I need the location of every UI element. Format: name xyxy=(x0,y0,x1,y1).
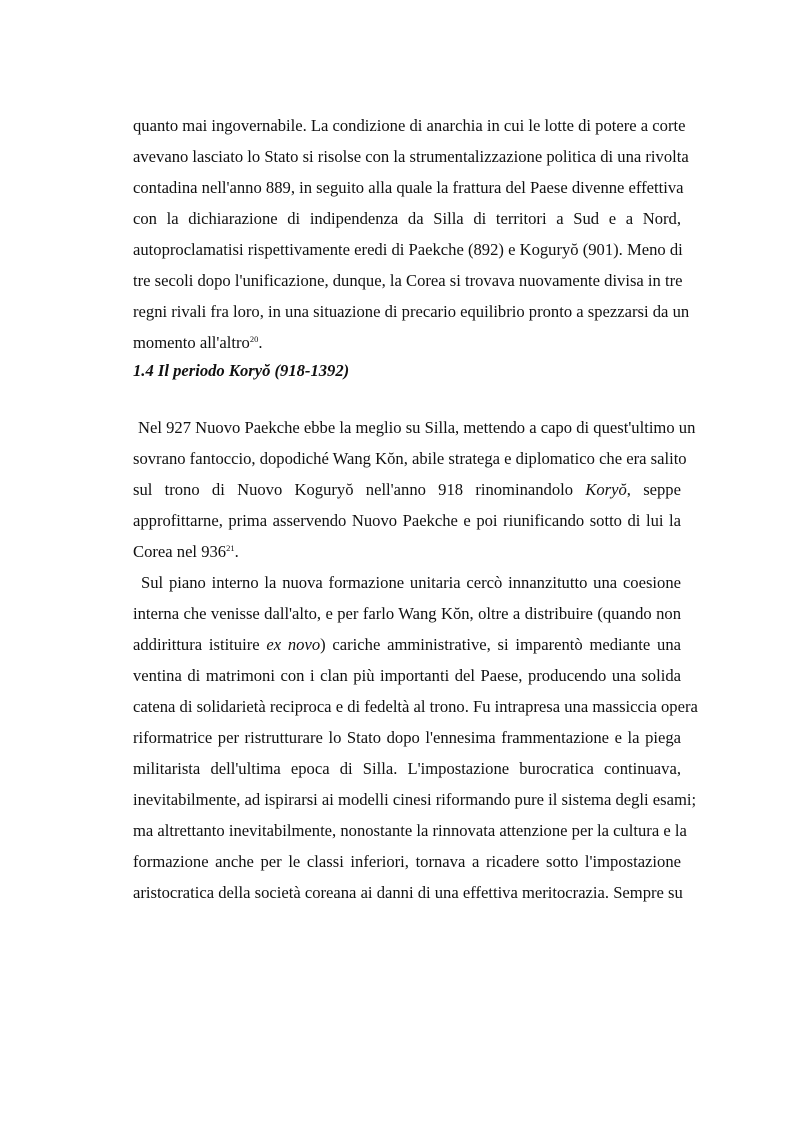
body-text-line xyxy=(133,635,681,655)
body-text-line xyxy=(133,333,681,355)
body-text: . xyxy=(258,333,263,352)
body-text-line xyxy=(133,480,681,500)
body-text-line: autoproclamatisi rispettivamente eredi di Paekche (892) e Koguryŏ (901). Meno di xyxy=(133,240,683,259)
body-text: momento all'altro xyxy=(133,333,250,352)
body-text-line: militarista dell'ultima epoca di Silla. L'impostazione burocratica continuava, xyxy=(133,759,681,778)
footnote-reference: 20 xyxy=(249,334,259,344)
body-text-line xyxy=(133,542,681,564)
italic-text: ex novo xyxy=(266,635,321,654)
footnote-reference: 21 xyxy=(226,543,235,553)
body-text-line: inevitabilmente, ad ispirarsi ai modelli cinesi riformando pure il sistema degli esami; xyxy=(133,790,697,809)
body-text: , seppe xyxy=(626,480,681,499)
body-text: Corea nel 936 xyxy=(133,542,227,561)
body-text-line: avevano lasciato lo Stato si risolse con la strumentalizzazione politica di una rivolta xyxy=(133,147,689,166)
italic-text: Koryŏ xyxy=(585,480,627,499)
body-text: . xyxy=(234,542,239,561)
body-text-line: Nel 927 Nuovo Paekche ebbe la meglio su Silla, mettendo a capo di quest'ultimo un xyxy=(138,418,696,437)
body-text-line: interna che venisse dall'alto, e per farlo Wang Kŏn, oltre a distribuire (quando non xyxy=(133,604,681,623)
body-text-line: aristocratica della società coreana ai danni di una effettiva meritocrazia. Sempre su xyxy=(133,883,683,902)
body-text-line: riformatrice per ristrutturare lo Stato dopo l'ennesima frammentazione e la piega xyxy=(133,728,681,747)
body-text: addirittura istituire xyxy=(133,635,267,654)
body-text-line: quanto mai ingovernabile. La condizione di anarchia in cui le lotte di potere a corte xyxy=(133,116,686,135)
body-text-line: regni rivali fra loro, in una situazione di precario equilibrio pronto a spezzarsi da un xyxy=(133,302,690,321)
body-text-line: approfittarne, prima asservendo Nuovo Paekche e poi riunificando sotto di lui la xyxy=(133,511,681,530)
body-text-line: Sul piano interno la nuova formazione unitaria cercò innanzitutto una coesione xyxy=(141,573,681,592)
body-text-line: tre secoli dopo l'unificazione, dunque, la Corea si trovava nuovamente divisa in tre xyxy=(133,271,683,290)
body-text: ) cariche amministrative, si imparentò mediante una xyxy=(320,635,681,654)
body-text-line: formazione anche per le classi inferiori, tornava a ricadere sotto l'impostazione xyxy=(133,852,681,871)
section-heading: 1.4 Il periodo Koryŏ (918-1392) xyxy=(133,361,350,380)
body-text-line: con la dichiarazione di indipendenza da Silla di territori a Sud e a Nord, xyxy=(133,209,681,228)
body-text-line: sovrano fantoccio, dopodiché Wang Kŏn, abile stratega e diplomatico che era salito xyxy=(133,449,687,468)
body-text-line: catena di solidarietà reciproca e di fedeltà al trono. Fu intrapresa una massiccia opera xyxy=(133,697,698,716)
body-text-line: ma altrettanto inevitabilmente, nonostante la rinnovata attenzione per la cultura e la xyxy=(133,821,687,840)
body-text: sul trono di Nuovo Koguryŏ nell'anno 918 rinominandolo xyxy=(133,480,586,499)
body-text-line: contadina nell'anno 889, in seguito alla quale la frattura del Paese divenne effettiva xyxy=(133,178,684,197)
body-text-line: ventina di matrimoni con i clan più importanti del Paese, producendo una solida xyxy=(133,666,681,685)
